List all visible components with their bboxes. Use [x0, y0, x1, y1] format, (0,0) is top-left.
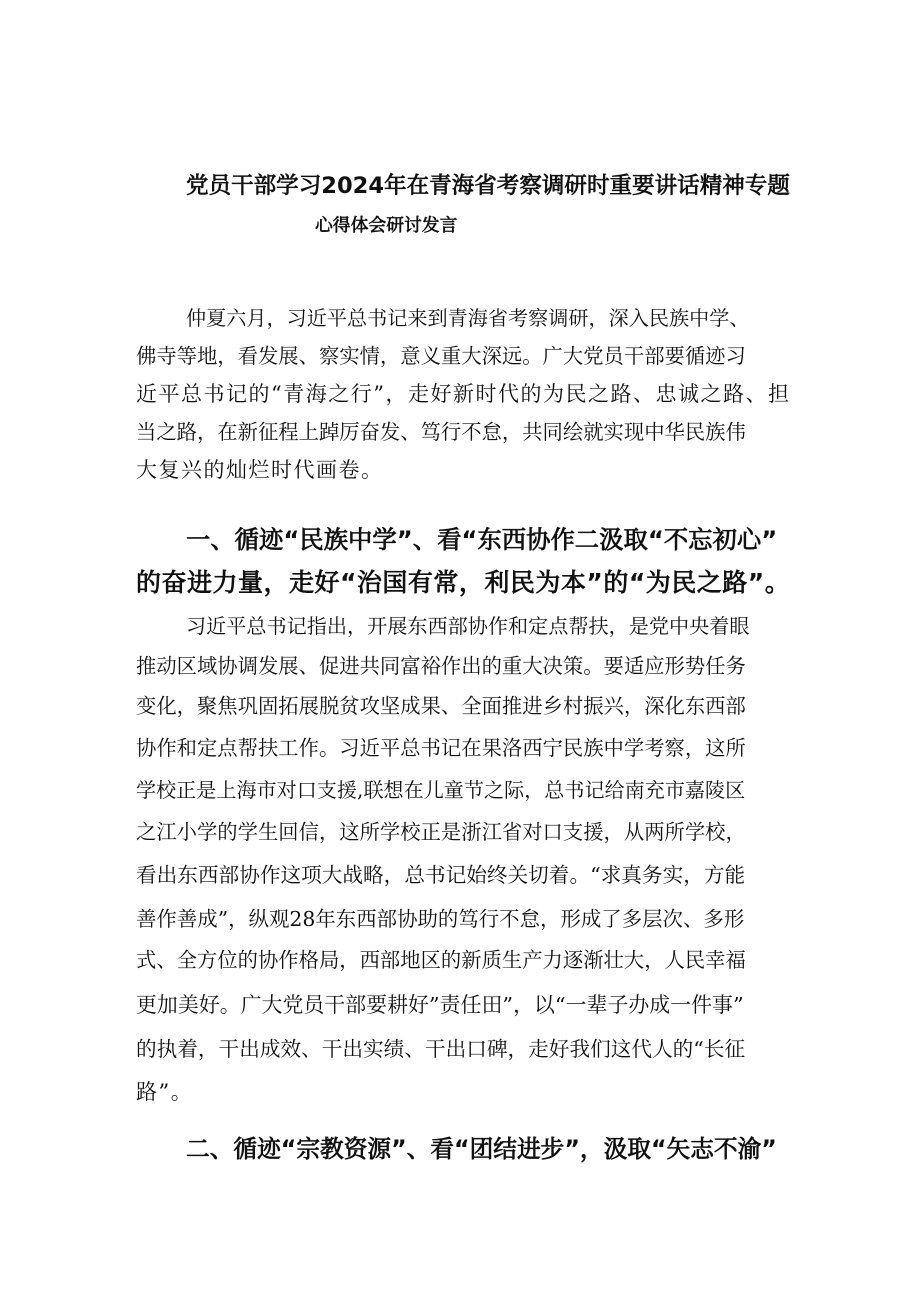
- section1-line-7: 看出东西部协作这项大战略，总书记始终关切着。“求真务实，方能: [136, 863, 746, 887]
- section1-line-5: 学校正是上海市对口支援,联想在儿童节之际，总书记给南充市嘉陵区: [136, 778, 746, 802]
- section1-line-9: 式、全方位的协作格局，西部地区的新质生产力逐渐壮大，人民幸福: [136, 948, 746, 972]
- section1-heading-line-1: 一、循迹“民族中学”、看“东西协作二汲取“不忘初心”: [186, 525, 778, 554]
- intro-line-4: 当之路，在新征程上踔厉奋发、笃行不怠，共同绘就实现中华民族伟: [136, 420, 746, 444]
- section1-line-10: 更加美好。广大党员干部要耕好”责任田”，以“一辈子办成一件事”: [136, 993, 744, 1017]
- intro-line-2: 佛寺等地，看发展、察实情，意义重大深远。广大党员干部要循迹习: [136, 344, 746, 368]
- intro-line-3: 近平总书记的“青海之行”，走好新时代的为民之路、忠诚之路、担: [136, 382, 791, 406]
- section1-heading-line-2: 的奋进力量，走好“治国有常，利民为本”的“为民之路”。: [136, 568, 791, 597]
- intro-line-1: 仲夏六月，习近平总书记来到青海省考察调研，深入民族中学、: [186, 306, 750, 330]
- section1-line-11: 的执着，干出成效、干出实绩、干出口碑，走好我们这代人的“长征: [136, 1037, 746, 1061]
- section1-line-4: 协作和定点帮扶工作。习近平总书记在果洛西宁民族中学考察，这所: [136, 736, 746, 760]
- intro-line-5: 大复兴的灿烂时代画卷。: [136, 458, 384, 482]
- section1-line-2: 推动区域协调发展、促进共同富裕作出的重大决策。要适应形势任务: [136, 654, 746, 678]
- section1-line-3: 变化，聚焦巩固拓展脱贫攻坚成果、全面推进乡村振兴，深化东西部: [136, 694, 746, 718]
- section1-line-1: 习近平总书记指出，开展东西部协作和定点帮扶，是党中央着眼: [186, 614, 750, 638]
- document-title-line-2: 心得体会研讨发言: [315, 215, 458, 236]
- section1-line-12: 路”。: [136, 1080, 194, 1104]
- section1-line-6: 之江小学的学生回信，这所学校正是浙江省对口支援，从两所学校，: [136, 820, 746, 844]
- document-title-line-1: 党员干部学习2024年在青海省考察调研时重要讲话精神专题: [186, 173, 790, 199]
- section2-heading-line-1: 二、循迹“宗教资源”、看“团结进步”，汲取“矢志不渝”: [186, 1135, 777, 1163]
- section1-line-8: 善作善成”，纵观28年东西部协助的笃行不怠，形成了多层次、多形: [136, 907, 745, 931]
